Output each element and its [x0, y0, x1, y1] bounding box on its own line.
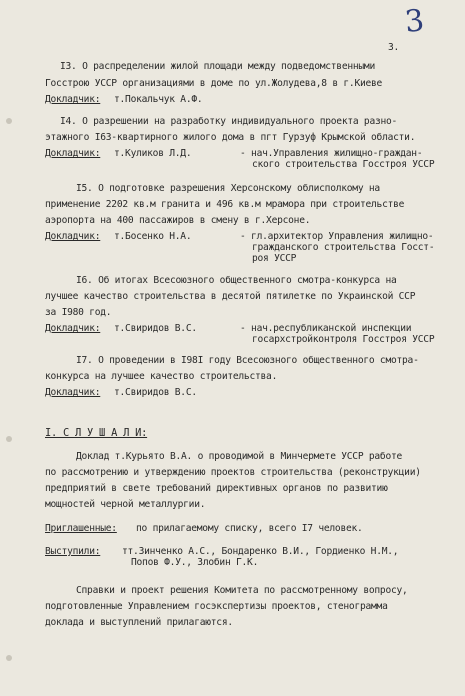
- report-line-3: предприятий в свете требований директивных органов по развитию: [45, 483, 388, 494]
- invited-label: Приглашенные:: [45, 523, 117, 534]
- section-heard-heading: I. С Л У Ш А Л И:: [45, 427, 148, 439]
- item-16-role-line-2: госархстройконтроля Госстроя УССР: [252, 334, 435, 345]
- handwritten-page-number: 3: [403, 3, 426, 40]
- item-14-line-2: этажного I63-квартирного жилого дома в пгт Гурзуф Крымской области.: [45, 132, 416, 143]
- item-15-role-line-2: гражданского строительства Госст-: [252, 242, 435, 253]
- item-15-line-1: I5. О подготовке разрешения Херсонскому облисполкому на: [76, 183, 380, 194]
- punch-hole: [6, 118, 12, 124]
- item-15-role-line-1: - гл.архитектор Управления жилищно-: [240, 231, 434, 242]
- speakers-label: Выступили:: [45, 546, 101, 557]
- invited-text: по прилагаемому списку, всего I7 человек.: [136, 523, 363, 534]
- item-16-role-line-1: - нач.республиканской инспекции: [240, 323, 412, 334]
- page-number: 3.: [388, 42, 400, 53]
- item-14-role-line-2: ского строительства Госстроя УССР: [252, 159, 435, 170]
- item-17-speaker-label: Докладчик:: [45, 387, 101, 398]
- item-16-speaker: т.Свиридов В.С.: [114, 323, 197, 334]
- punch-hole: [6, 436, 12, 442]
- item-13-line-2: Госстрою УССР организациями в доме по ул.Жолудева,8 в г.Киеве: [45, 78, 383, 89]
- item-15-role-line-3: роя УССР: [252, 253, 297, 264]
- item-14-speaker: т.Куликов Л.Д.: [114, 148, 192, 159]
- item-17-line-1: I7. О проведении в I98I году Всесоюзного общественного смотра-: [76, 355, 419, 366]
- item-16-speaker-label: Докладчик:: [45, 323, 101, 334]
- item-14-line-1: I4. О разрешении на разработку индивидуального проекта разно-: [60, 116, 398, 127]
- speakers-line-1: тт.Зинченко А.С., Бондаренко В.И., Гордиенко Н.М.,: [122, 546, 399, 557]
- closing-line-2: подготовленные Управлением госэкспертизы проектов, стенограмма: [45, 601, 388, 612]
- item-14-speaker-label: Докладчик:: [45, 148, 101, 159]
- speakers-line-2: Попов Ф.У., Злобин Г.К.: [131, 557, 259, 568]
- item-13-speaker: т.Покальчук А.Ф.: [114, 94, 203, 105]
- item-16-line-2: лучшее качество строительства в десятой пятилетке по Украинской ССР: [45, 291, 416, 302]
- item-13-speaker-label: Докладчик:: [45, 94, 101, 105]
- item-16-line-1: I6. Об итогах Всесоюзного общественного смотра-конкурса на: [76, 275, 397, 286]
- item-15-line-3: аэропорта на 400 пассажиров в смену в г.Херсоне.: [45, 215, 311, 226]
- item-17-speaker: т.Свиридов В.С.: [114, 387, 197, 398]
- report-line-4: мощностей черной металлургии.: [45, 499, 206, 510]
- item-13-line-1: I3. О распределении жилой площади между подведомственными: [60, 61, 375, 72]
- punch-hole: [6, 655, 12, 661]
- item-15-line-2: применение 2202 кв.м гранита и 496 кв.м мрамора при строительстве: [45, 199, 405, 210]
- item-15-speaker-label: Докладчик:: [45, 231, 101, 242]
- item-16-line-3: за I980 год.: [45, 307, 112, 318]
- item-15-speaker: т.Босенко Н.А.: [114, 231, 192, 242]
- report-line-2: по рассмотрению и утверждению проектов строительства (реконструкции): [45, 467, 421, 478]
- report-line-1: Доклад т.Курьято В.А. о проводимой в Минчермете УССР работе: [76, 451, 403, 462]
- item-14-role-line-1: - нач.Управления жилищно-граждан-: [240, 148, 423, 159]
- item-17-line-2: конкурса на лучшее качество строительства.: [45, 371, 278, 382]
- closing-line-3: доклада и выступлений прилагаются.: [45, 617, 233, 628]
- closing-line-1: Справки и проект решения Комитета по рассмотренному вопросу,: [76, 585, 408, 596]
